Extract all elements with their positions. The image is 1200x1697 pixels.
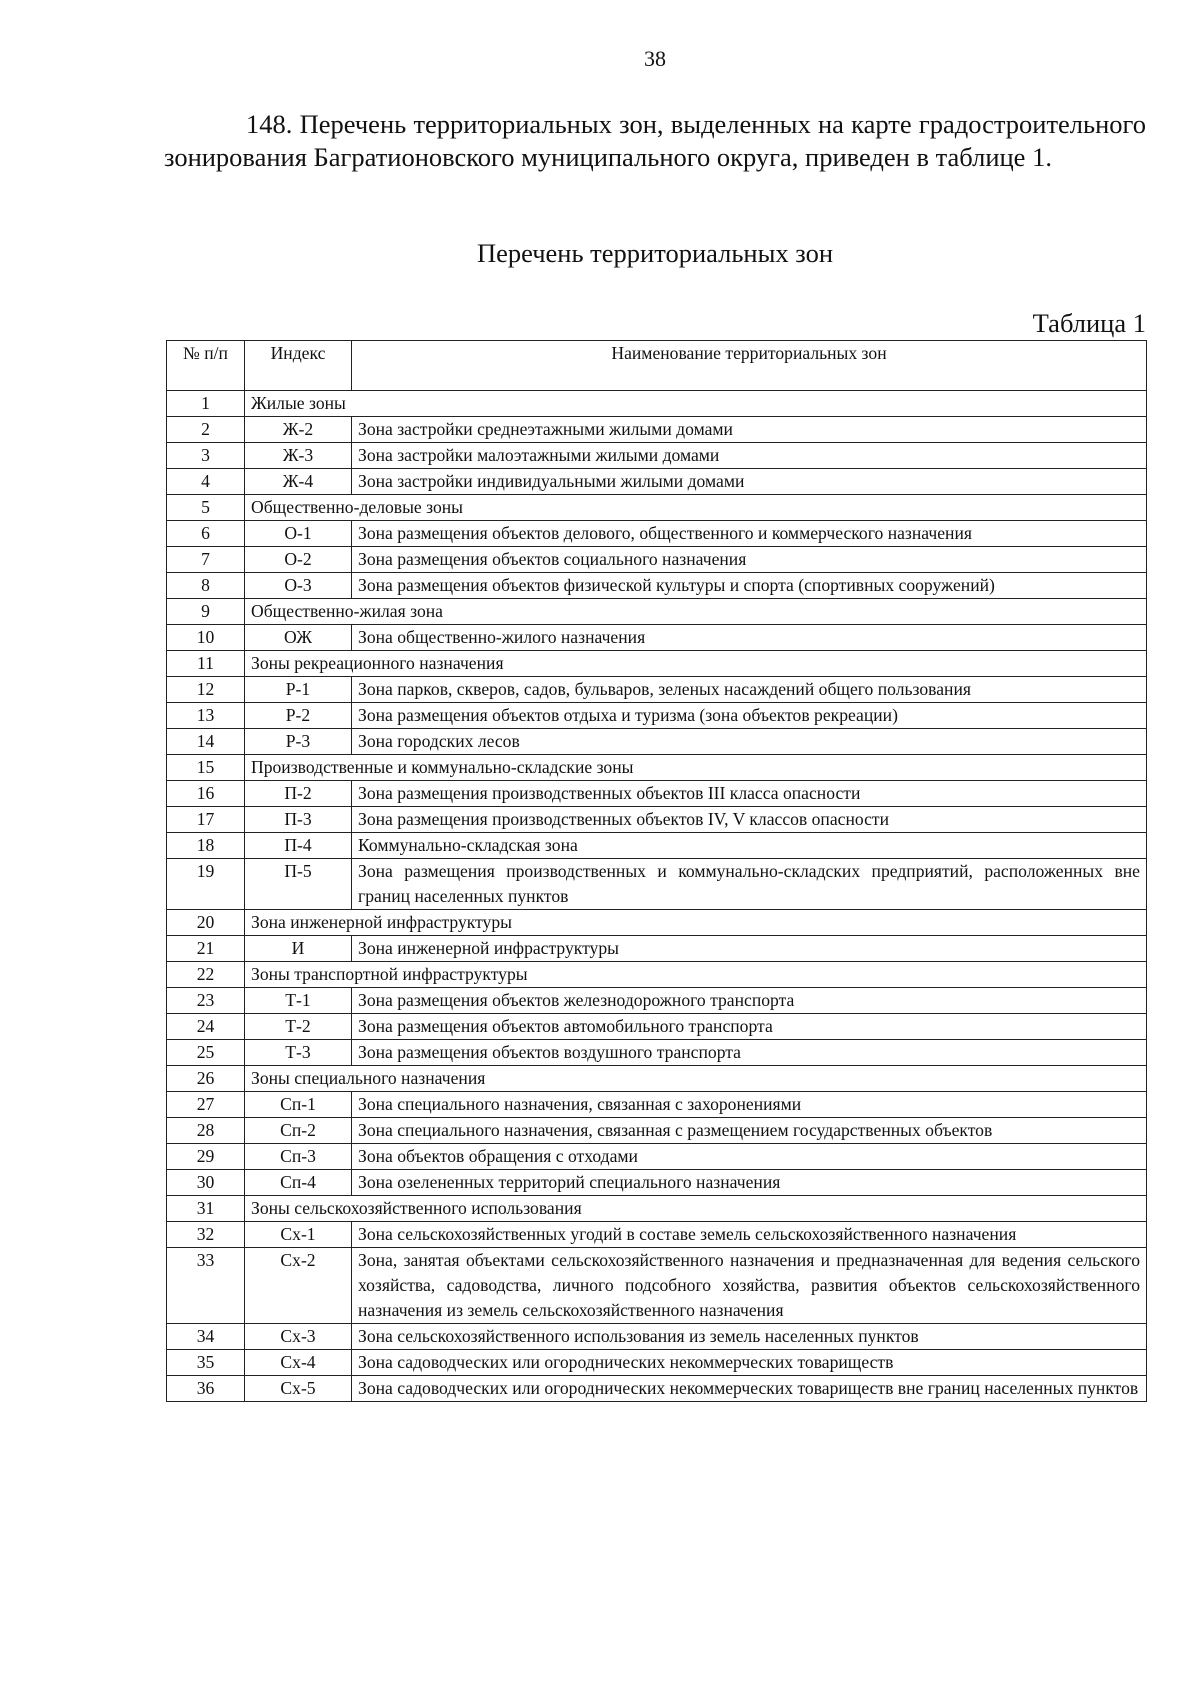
table-group-row [167,495,1147,521]
table-row [167,547,1147,573]
row-number: 17 [167,807,245,833]
zone-group-name: Зоны транспортной инфраструктуры [245,962,1147,988]
zone-index: П-2 [245,781,352,807]
zone-index: Сх-5 [245,1376,352,1402]
zone-name: Зона размещения объектов автомобильного транспорта [352,1014,1147,1040]
row-number: 22 [167,962,245,988]
zone-name: Зона сельскохозяйственного использования из земель населенных пунктов [352,1324,1147,1350]
zone-index: О-3 [245,573,352,599]
row-number: 9 [167,599,245,625]
zone-name: Зона специального назначения, связанная с размещением государственных объектов [352,1118,1147,1144]
row-number: 18 [167,833,245,859]
table-group-row [167,599,1147,625]
table-row [167,1350,1147,1376]
intro-paragraph: 148. Перечень территориальных зон, выделенных на карте градостроительного зонирования Багратионовского муниципального округа, приведен в таблице 1. [164,109,1146,172]
table-row [167,625,1147,651]
zone-group-name: Зоны сельскохозяйственного использования [245,1196,1147,1222]
zone-index: Р-2 [245,703,352,729]
zone-name: Зона объектов обращения с отходами [352,1144,1147,1170]
row-number: 8 [167,573,245,599]
zone-index: Ж-3 [245,443,352,469]
zone-name: Зона садоводческих или огороднических некоммерческих товариществ [352,1350,1147,1376]
table-group-row [167,910,1147,936]
zone-name: Зона размещения производственных объектов IV, V классов опасности [352,807,1147,833]
zone-group-name: Общественно-жилая зона [245,599,1147,625]
row-number: 12 [167,677,245,703]
row-number: 26 [167,1066,245,1092]
table-label: Таблица 1 [1032,308,1146,338]
zone-group-name: Зоны рекреационного назначения [245,651,1147,677]
zone-index: Ж-2 [245,417,352,443]
row-number: 31 [167,1196,245,1222]
table-header-row [167,341,1147,391]
table-row [167,417,1147,443]
table-row [167,703,1147,729]
row-number: 13 [167,703,245,729]
table-group-row [167,962,1147,988]
table-row [167,1144,1147,1170]
table-row [167,729,1147,755]
zone-name: Зона городских лесов [352,729,1147,755]
zone-group-name: Общественно-деловые зоны [245,495,1147,521]
table-group-row [167,1066,1147,1092]
row-number: 4 [167,469,245,495]
table-row [167,936,1147,962]
zone-index: Р-3 [245,729,352,755]
table-row [167,1014,1147,1040]
row-number: 24 [167,1014,245,1040]
row-number: 5 [167,495,245,521]
row-number: 10 [167,625,245,651]
header-num: № п/п [167,341,245,391]
table-row [167,1040,1147,1066]
table-row [167,1376,1147,1402]
zone-name: Зона озелененных территорий специального назначения [352,1170,1147,1196]
zone-index: И [245,936,352,962]
row-number: 11 [167,651,245,677]
table-group-row [167,651,1147,677]
table-row [167,833,1147,859]
zone-name: Зона садоводческих или огороднических некоммерческих товариществ вне границ населенных пунктов [352,1376,1147,1402]
row-number: 35 [167,1350,245,1376]
table-row [167,1324,1147,1350]
row-number: 7 [167,547,245,573]
zone-index: Т-3 [245,1040,352,1066]
zone-index: Сх-3 [245,1324,352,1350]
row-number: 19 [167,859,245,910]
zone-name: Зона инженерной инфраструктуры [352,936,1147,962]
table-row [167,807,1147,833]
zone-index: Сп-2 [245,1118,352,1144]
zone-index: Сх-2 [245,1248,352,1324]
zone-name: Зона застройки малоэтажными жилыми домами [352,443,1147,469]
zone-index: Р-1 [245,677,352,703]
zone-name: Зона размещения объектов отдыха и туризма (зона объектов рекреации) [352,703,1147,729]
zone-name: Зона, занятая объектами сельскохозяйственного назначения и предназначенная для ведения сельского хозяйства, садоводства, личного подсобного хозяйства, развития объектов сельскохозяйственного назначения из земель сельскохозяйственного назначения [352,1248,1147,1324]
table-group-row [167,1196,1147,1222]
table-row [167,677,1147,703]
row-number: 6 [167,521,245,547]
row-number: 25 [167,1040,245,1066]
zone-name: Зона сельскохозяйственных угодий в составе земель сельскохозяйственного назначения [352,1222,1147,1248]
zone-name: Коммунально-складская зона [352,833,1147,859]
zone-index: Т-2 [245,1014,352,1040]
row-number: 23 [167,988,245,1014]
zone-name: Зона размещения производственных объектов III класса опасности [352,781,1147,807]
zone-name: Зона застройки индивидуальными жилыми домами [352,469,1147,495]
zone-name: Зона размещения объектов железнодорожного транспорта [352,988,1147,1014]
zone-name: Зона парков, скверов, садов, бульваров, зеленых насаждений общего пользования [352,677,1147,703]
zone-index: О-1 [245,521,352,547]
zone-index: Сх-4 [245,1350,352,1376]
row-number: 3 [167,443,245,469]
zone-name: Зона специального назначения, связанная с захоронениями [352,1092,1147,1118]
header-index: Индекс [245,341,352,391]
table-row [167,1118,1147,1144]
zone-name: Зона размещения объектов воздушного транспорта [352,1040,1147,1066]
zone-index: Сп-3 [245,1144,352,1170]
table-row [167,521,1147,547]
zone-index: О-2 [245,547,352,573]
row-number: 14 [167,729,245,755]
zone-index: Сп-4 [245,1170,352,1196]
zone-group-name: Производственные и коммунально-складские зоны [245,755,1147,781]
zone-name: Зона размещения объектов физической культуры и спорта (спортивных сооружений) [352,573,1147,599]
row-number: 16 [167,781,245,807]
header-name: Наименование территориальных зон [352,341,1147,391]
row-number: 34 [167,1324,245,1350]
page-number: 38 [644,46,666,71]
row-number: 1 [167,391,245,417]
row-number: 27 [167,1092,245,1118]
zones-table [166,340,1147,1402]
table-row [167,469,1147,495]
row-number: 2 [167,417,245,443]
zone-name: Зона общественно-жилого назначения [352,625,1147,651]
table-row [167,781,1147,807]
zone-index: П-5 [245,859,352,910]
table-title: Перечень территориальных зон [476,238,834,268]
zones-table-body [167,391,1147,1402]
zone-index: П-3 [245,807,352,833]
table-row [167,443,1147,469]
row-number: 20 [167,910,245,936]
table-row [167,1222,1147,1248]
zone-group-name: Зона инженерной инфраструктуры [245,910,1147,936]
zone-name: Зона размещения объектов делового, общественного и коммерческого назначения [352,521,1147,547]
zone-name: Зона размещения объектов социального назначения [352,547,1147,573]
table-group-row [167,391,1147,417]
row-number: 29 [167,1144,245,1170]
row-number: 28 [167,1118,245,1144]
zone-name: Зона размещения производственных и коммунально-складских предприятий, расположенных вне границ населенных пунктов [352,859,1147,910]
row-number: 21 [167,936,245,962]
zone-group-name: Жилые зоны [245,391,1147,417]
table-group-row [167,755,1147,781]
zone-index: Сх-1 [245,1222,352,1248]
zone-name: Зона застройки среднеэтажными жилыми домами [352,417,1147,443]
table-row [167,859,1147,910]
zone-index: Сп-1 [245,1092,352,1118]
zone-index: Т-1 [245,988,352,1014]
table-row [167,1170,1147,1196]
row-number: 15 [167,755,245,781]
zone-index: Ж-4 [245,469,352,495]
table-row [167,1092,1147,1118]
table-row [167,988,1147,1014]
row-number: 30 [167,1170,245,1196]
zone-index: ОЖ [245,625,352,651]
table-row [167,573,1147,599]
row-number: 36 [167,1376,245,1402]
row-number: 32 [167,1222,245,1248]
zone-index: П-4 [245,833,352,859]
row-number: 33 [167,1248,245,1324]
table-row [167,1248,1147,1324]
zone-group-name: Зоны специального назначения [245,1066,1147,1092]
